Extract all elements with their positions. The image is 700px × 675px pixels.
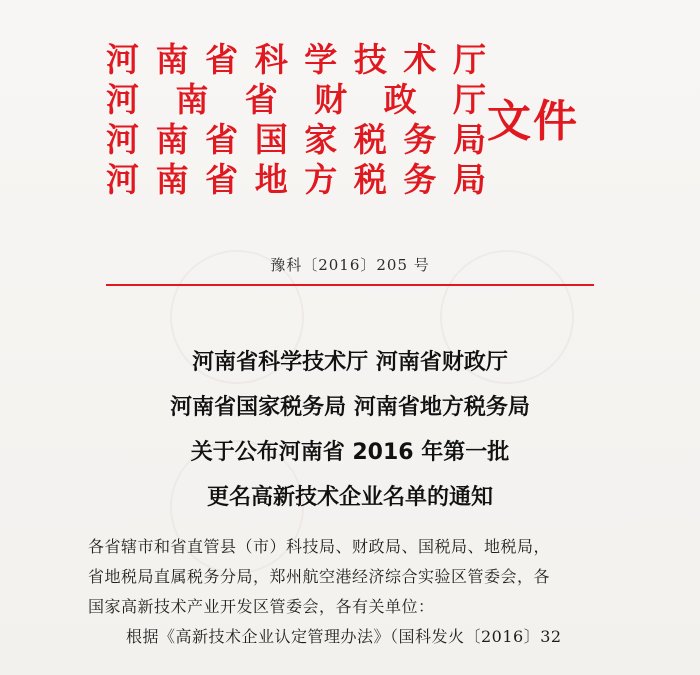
issuer-char: 科	[254, 40, 288, 79]
title-line: 河南省国家税务局 河南省地方税务局	[170, 395, 530, 420]
issuer-char: 南	[155, 120, 189, 159]
issuer-char: 税	[353, 120, 387, 159]
issuer-char: 省	[244, 80, 278, 119]
body-line: 国家高新技术产业开发区管委会，各有关单位：	[88, 597, 435, 616]
title-line: 河南省科学技术厅 河南省财政厅	[192, 350, 508, 375]
body-line: 省地税局直属税务分局，郑州航空港经济综合实验区管委会，各	[88, 567, 551, 586]
issuer-line	[106, 120, 486, 160]
issuer-char: 政	[383, 80, 417, 119]
issuer-char: 省	[205, 160, 239, 199]
issuer-char: 务	[403, 120, 437, 159]
issuer-char: 税	[353, 160, 387, 199]
issuer-char: 术	[403, 40, 437, 79]
body-line: 根据《高新技术企业认定管理办法》（国科发火〔2016〕32	[126, 627, 562, 646]
red-divider	[106, 284, 594, 286]
issuer-char: 河	[106, 120, 139, 159]
body-line: 各省辖市和省直管县（市）科技局、财政局、国税局、地税局，	[88, 537, 551, 556]
issuer-char: 财	[314, 80, 348, 119]
issuer-char: 局	[452, 120, 486, 159]
issuer-line	[106, 160, 486, 200]
issuer-char: 厅	[452, 40, 486, 79]
issuer-char: 河	[106, 160, 139, 199]
issuer-char: 地	[254, 160, 288, 199]
title-line: 关于公布河南省 2016 年第一批	[190, 440, 510, 465]
title-line: 更名高新技术企业名单的通知	[206, 485, 493, 510]
issuer-char: 南	[155, 160, 189, 199]
issuer-char: 学	[304, 40, 338, 79]
issuer-char: 方	[304, 160, 338, 199]
notice-title	[0, 340, 700, 520]
issuer-block	[106, 40, 486, 200]
issuer-char: 厅	[452, 80, 486, 119]
document-number: 豫科〔2016〕205 号	[270, 256, 430, 274]
issuer-char: 河	[106, 40, 139, 79]
issuer-line	[106, 40, 486, 80]
issuer-line	[106, 80, 486, 120]
issuer-char: 局	[452, 160, 486, 199]
issuer-char: 务	[403, 160, 437, 199]
issuer-char: 省	[205, 40, 239, 79]
issuer-char: 南	[155, 40, 189, 79]
issuer-char: 技	[353, 40, 387, 79]
issuer-char: 河	[106, 80, 139, 119]
notice-body	[88, 532, 618, 652]
issuer-char: 省	[205, 120, 239, 159]
issuer-char: 家	[304, 120, 338, 159]
issuer-char: 国	[254, 120, 288, 159]
issuer-char: 南	[175, 80, 209, 119]
file-label: 文件	[487, 96, 579, 147]
